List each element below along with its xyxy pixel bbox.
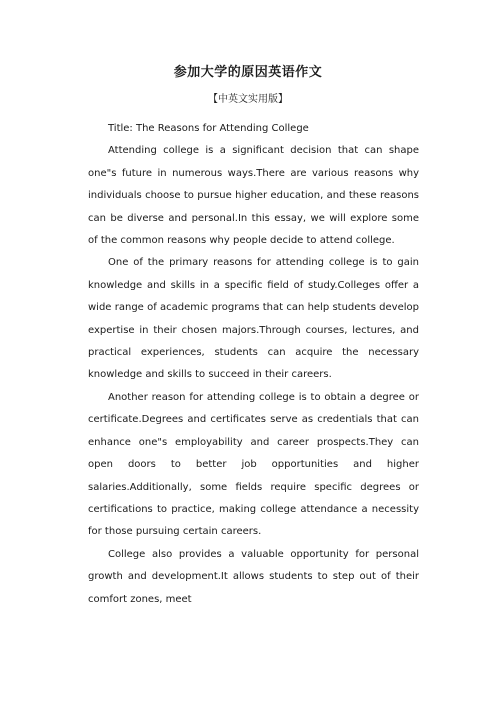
paragraph: One of the primary reasons for attending college is to gain knowledge and skills in a specific field of study.Colleges offer a wide range of academic programs that can help students develop expertise in their chosen majors.Through courses, lectures, and practical experiences, students can acquire the necessary knowledge and skills to succeed in their careers.	[88, 257, 419, 381]
document-title: 参加大学的原因英语作文	[173, 65, 323, 80]
document-subtitle: 【中英文实用版】	[208, 94, 288, 105]
paragraph: Another reason for attending college is to obtain a degree or certificate.Degrees and certificates serve as credentials that can enhance one"s employability and career prospects.They can open doors to better job opportunities and higher salaries.Additionally, some fields require specific degrees or certifications to practice, making college attendance a necessity for those pursuing certain careers.	[88, 391, 419, 538]
essay-body	[88, 118, 419, 611]
paragraph: College also provides a valuable opportunity for personal growth and development.It allows students to step out of their comfort zones, meet	[88, 548, 419, 605]
essay-title: Title: The Reasons for Attending College	[108, 123, 309, 134]
paragraph: Attending college is a significant decision that can shape one"s future in numerous ways.There are various reasons why individuals choose to pursue higher education, and these reasons can be diverse and personal.In this essay, we will explore some of the common reasons why people decide to attend college.	[88, 145, 419, 247]
